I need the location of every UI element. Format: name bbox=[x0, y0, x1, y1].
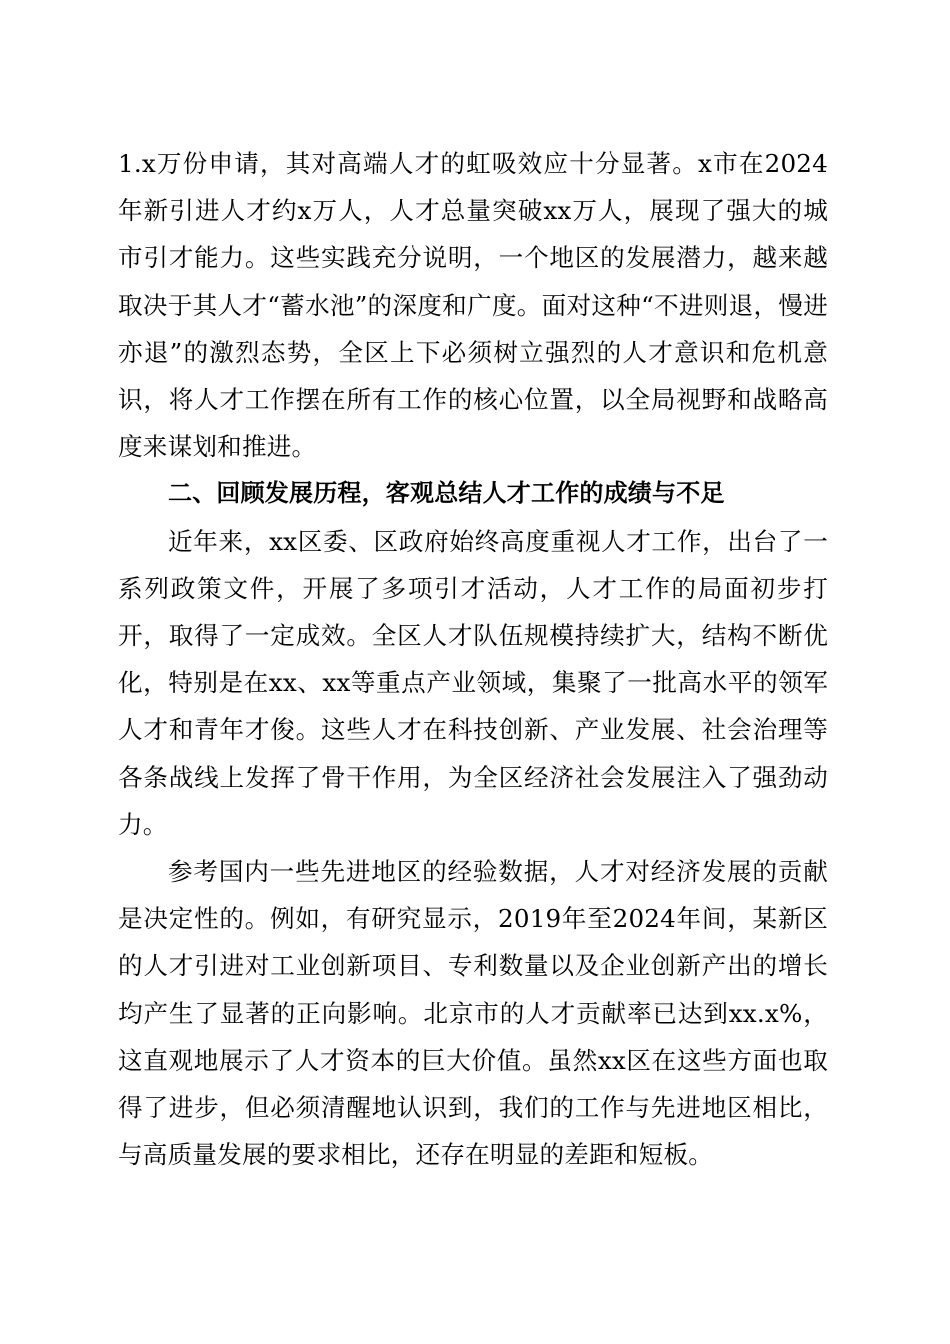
paragraph-continuation: 1.x万份申请，其对高端人才的虹吸效应十分显著。x市在2024年新引进人才约x万人，人才总量突破xx万人，展现了强大的城市引才能力。这些实践充分说明，一个地区的发展潜力，越来越取决于其人才“蓄水池”的深度和广度。面对这种“不进则退，慢进亦退”的激烈态势，全区上下必须树立强烈的人才意识和危机意识，将人才工作摆在所有工作的核心位置，以全局视野和战略高度来谋划和推进。 bbox=[118, 149, 828, 462]
paragraph-achievements: 近年来，xx区委、区政府始终高度重视人才工作，出台了一系列政策文件，开展了多项引才活动，人才工作的局面初步打开，取得了一定成效。全区人才队伍规模持续扩大，结构不断优化，特别是在xx、xx等重点产业领域，集聚了一批高水平的领军人才和青年才俊。这些人才在科技创新、产业发展、社会治理等各条战线上发挥了骨干作用，为全区经济社会发展注入了强劲动力。 bbox=[118, 526, 828, 839]
section-heading: 二、回顾发展历程，客观总结人才工作的成绩与不足 bbox=[168, 479, 725, 508]
document-page bbox=[118, 140, 828, 1178]
paragraph-comparison: 参考国内一些先进地区的经验数据，人才对经济发展的贡献是决定性的。例如，有研究显示，2019年至2024年间，某新区的人才引进对工业创新项目、专利数量以及企业创新产出的增长均产生了显著的正向影响。北京市的人才贡献率已达到xx.x%，这直观地展示了人才资本的巨大价值。虽然xx区在这些方面也取得了进步，但必须清醒地认识到，我们的工作与先进地区相比，与高质量发展的要求相比，还存在明显的差距和短板。 bbox=[118, 857, 828, 1170]
